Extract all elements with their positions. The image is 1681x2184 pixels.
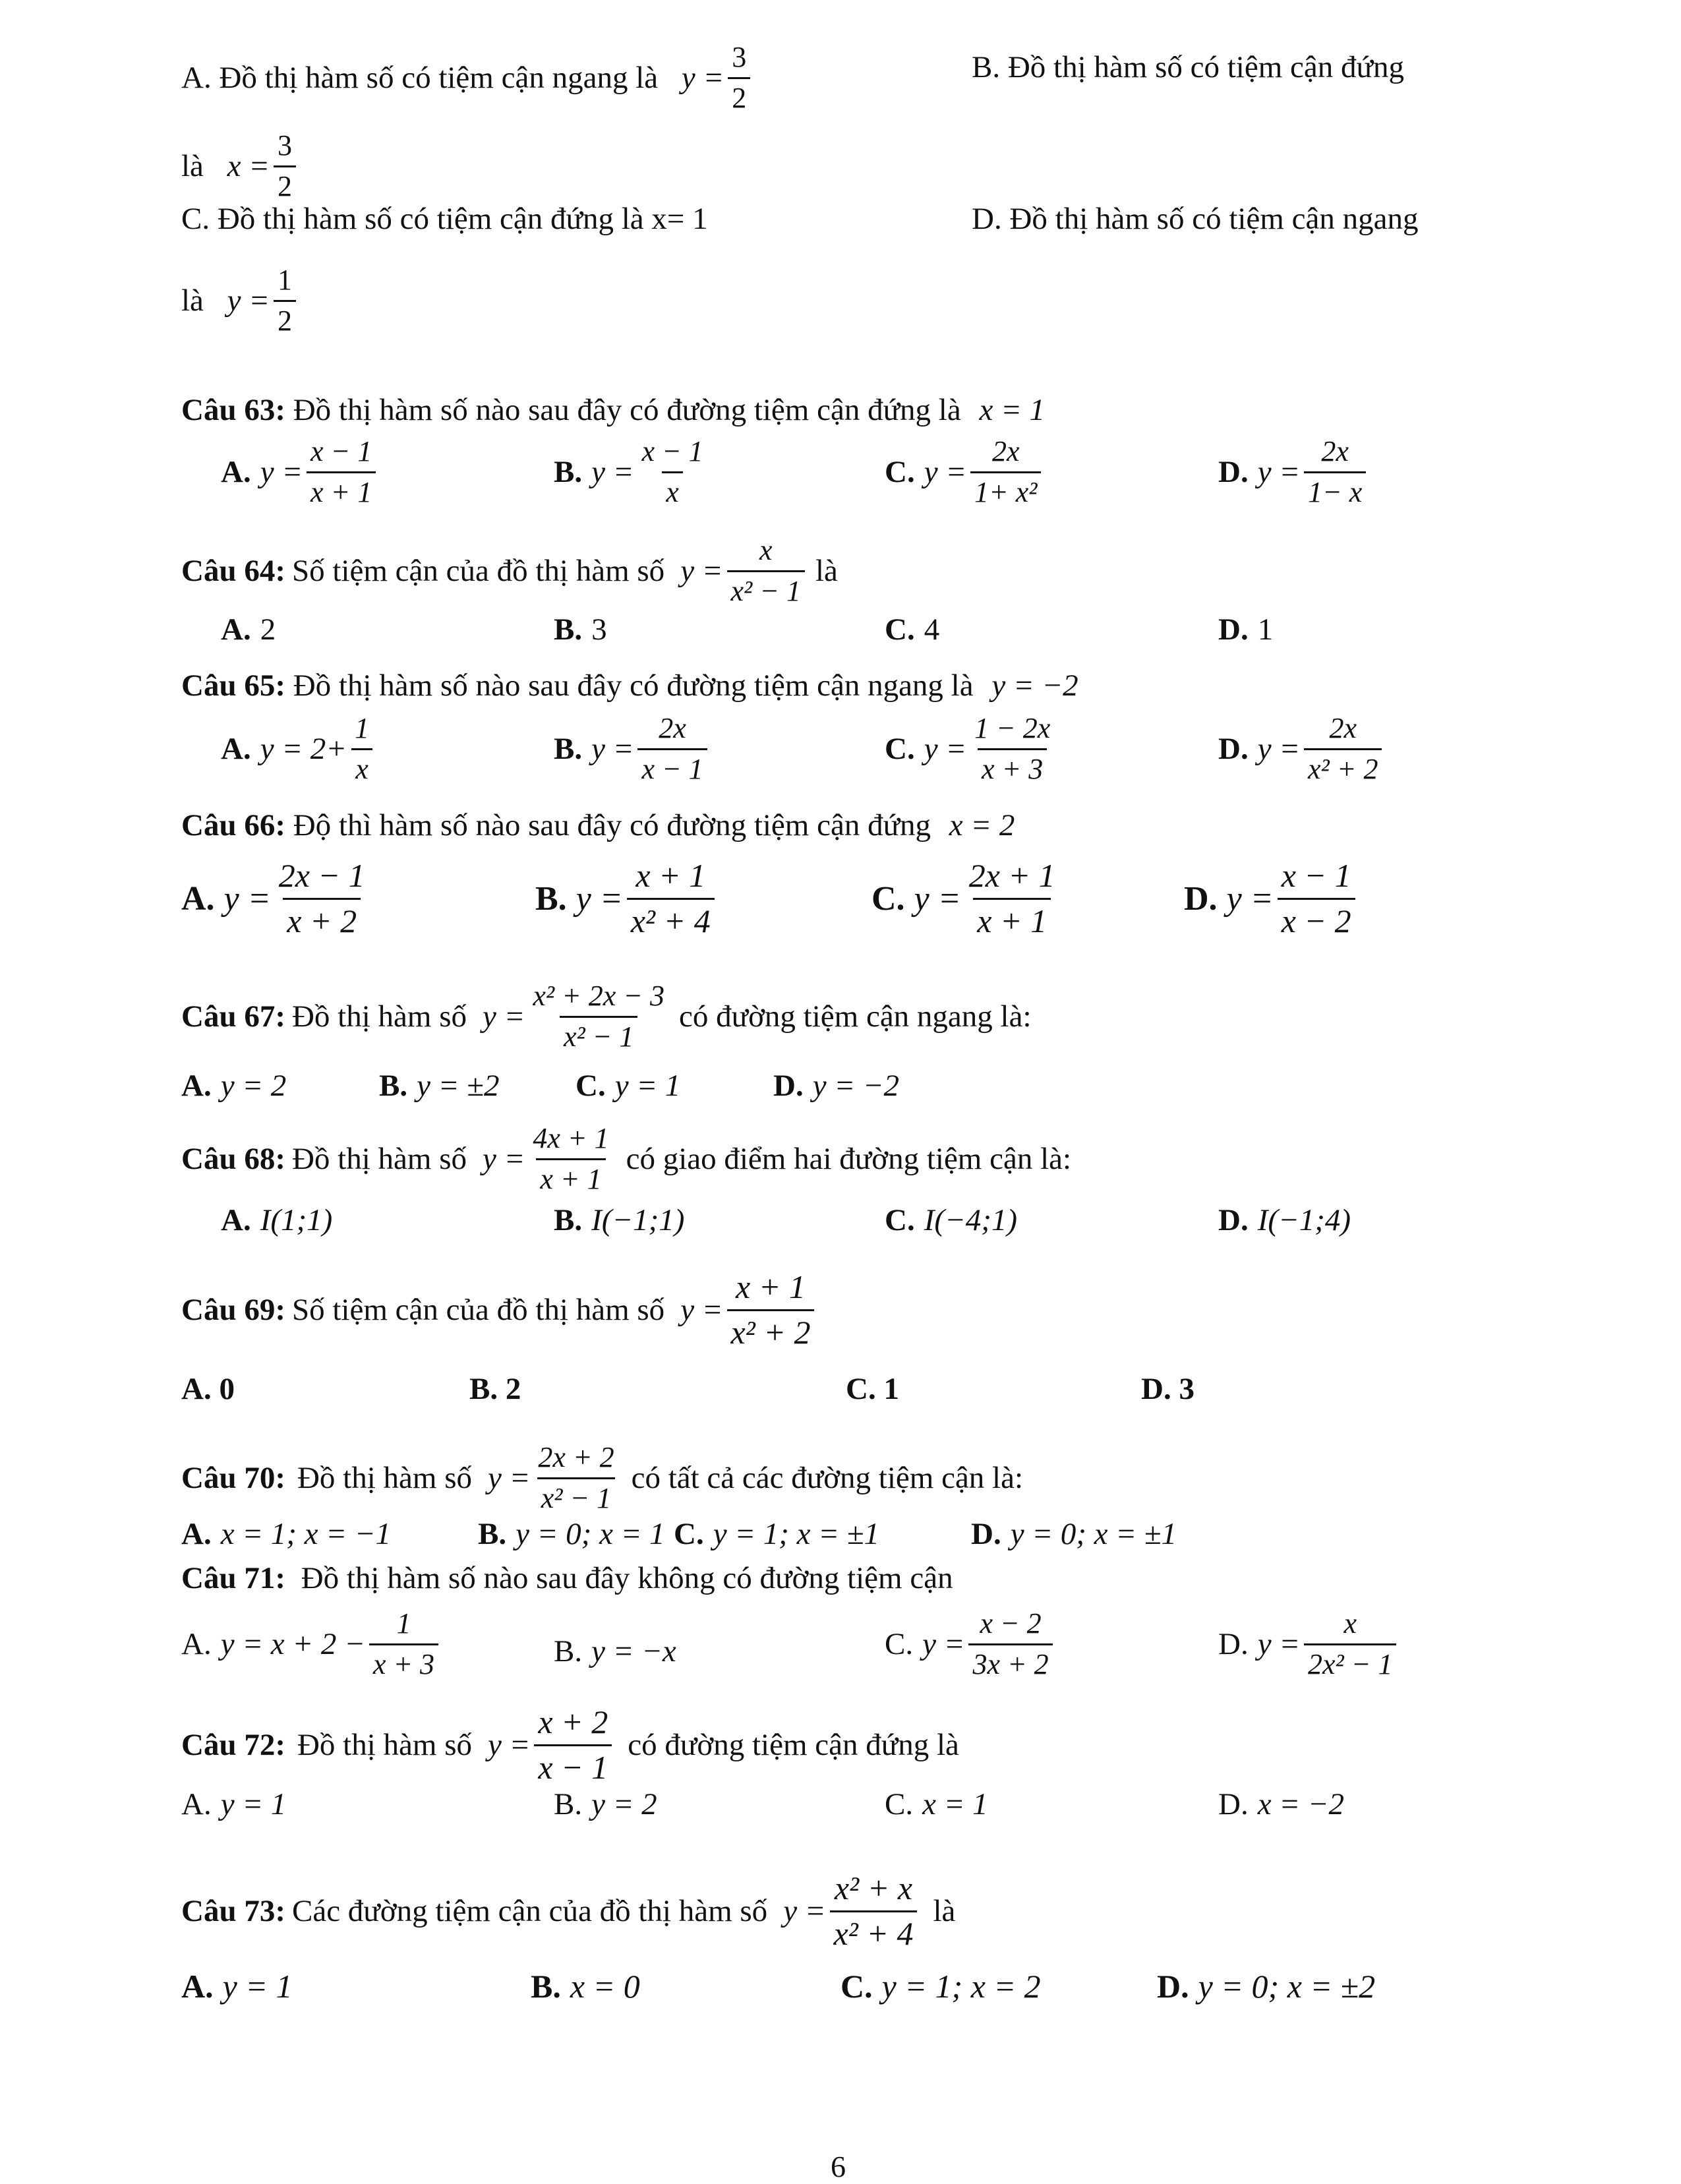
q65-option-b (554, 712, 711, 786)
option-label: D. (1184, 879, 1218, 918)
q63-option-d (1218, 435, 1370, 509)
question-label: Câu 69: (181, 1293, 285, 1327)
q69-option-c: C. 1 (846, 1372, 899, 1406)
prev-a-den: 2 (728, 77, 750, 115)
option-label: B. (379, 1069, 408, 1103)
q65-option-c (885, 712, 1058, 786)
prev-option-c: C. Đồ thị hàm số có tiệm cận đứng là x= 1 (181, 202, 708, 236)
option-label: D. (1218, 455, 1249, 490)
prev-option-a (181, 41, 754, 115)
question-71 (181, 1558, 953, 1598)
option-label: C. (885, 1627, 914, 1662)
option-den: x² + 2 (1304, 748, 1382, 786)
option-lhs: y = (260, 455, 303, 490)
option-num: x (1343, 1607, 1357, 1639)
option-label: B. (554, 1203, 583, 1237)
prev-option-a-lhs: y = (681, 61, 724, 96)
option-label: B. (531, 1968, 561, 2005)
q69-option-b: B. 2 (469, 1372, 521, 1406)
question-lhs: y = (483, 999, 525, 1034)
question-den: x + 1 (536, 1158, 605, 1196)
q73-option-b (531, 1967, 640, 2005)
q64-option-d (1218, 612, 1273, 647)
option-value: y = 1; x = ±1 (713, 1517, 880, 1551)
option-label: D. (1218, 612, 1249, 647)
q71-option-d (1218, 1607, 1400, 1681)
option-den: 1− x (1304, 471, 1366, 510)
q66-option-d (1184, 857, 1359, 940)
q68-option-b (554, 1202, 684, 1238)
option-den: x + 3 (978, 748, 1047, 786)
prev-d-num: 1 (278, 264, 292, 296)
option-value: I(−4;1) (924, 1203, 1018, 1237)
option-label: A. (221, 612, 251, 647)
option-label: C. (885, 1787, 914, 1821)
question-68 (181, 1122, 1071, 1196)
option-value: y = 1 (220, 1787, 287, 1821)
question-65 (181, 666, 1078, 705)
option-value: y = 0; x = 1 (516, 1517, 665, 1551)
option-value: y = 1; x = 2 (881, 1968, 1041, 2005)
option-num: 2x + 1 (968, 857, 1055, 894)
option-value: y = ±2 (417, 1069, 500, 1103)
question-condition: x = 2 (949, 808, 1015, 842)
option-label: B. (478, 1517, 507, 1551)
option-num: 2x − 1 (278, 857, 365, 894)
q68-option-a (221, 1202, 332, 1238)
option-label: A. (181, 1627, 212, 1662)
option-value: x = 0 (570, 1968, 640, 2005)
question-64 (181, 534, 838, 608)
question-num: x + 1 (736, 1268, 806, 1305)
question-text: Các đường tiệm cận của đồ thị hàm số (291, 1894, 768, 1928)
option-label: B. (554, 1787, 583, 1821)
question-tail: là (815, 554, 838, 589)
question-lhs: y = (483, 1142, 525, 1177)
question-lhs: y = (783, 1894, 826, 1928)
option-den: x + 3 (369, 1643, 438, 1682)
q64-option-b (554, 612, 607, 647)
question-text: Đồ thị hàm số nào sau đây có đường tiệm cận ngang là (293, 668, 974, 703)
option-label: C. (840, 1968, 873, 2005)
q73-option-d (1157, 1967, 1375, 2005)
question-72 (181, 1703, 959, 1786)
prev-a-num: 3 (732, 41, 747, 73)
question-lhs: y = (488, 1728, 531, 1762)
option-label: A. (181, 1517, 212, 1551)
prev-option-d: D. Đồ thị hàm số có tiệm cận ngang (972, 202, 1419, 236)
question-text: Đồ thị hàm số (291, 1142, 467, 1177)
question-63 (181, 390, 1045, 430)
question-lhs: y = (488, 1461, 531, 1496)
q70-option-d (971, 1516, 1177, 1552)
option-lhs: y = (1257, 732, 1301, 767)
question-73 (181, 1870, 955, 1953)
option-lhs: y = (922, 1627, 965, 1662)
q63-option-a (221, 435, 380, 509)
q64-option-a (221, 612, 276, 647)
question-label: Câu 63: (181, 393, 285, 427)
q71-option-b (554, 1634, 676, 1669)
option-num: 2x (991, 435, 1020, 467)
question-den: x² − 1 (727, 570, 805, 608)
option-num: x − 2 (980, 1607, 1042, 1639)
option-num: 2x (1321, 435, 1349, 467)
option-value: y = −2 (812, 1069, 899, 1103)
option-den: x (351, 748, 372, 786)
option-den: x + 2 (283, 898, 361, 941)
question-den: x − 1 (534, 1744, 612, 1787)
option-label: D. (1218, 1203, 1249, 1237)
option-label: D. (971, 1517, 1001, 1551)
question-label: Câu 71: (181, 1561, 285, 1595)
option-label: C. (885, 612, 915, 647)
option-value: y = 0; x = ±2 (1198, 1968, 1376, 2005)
option-label: D. (1218, 732, 1249, 767)
option-value: 2 (260, 612, 276, 647)
question-label: Câu 67: (181, 999, 285, 1034)
question-tail: là (933, 1894, 956, 1928)
prev-d-la: là (181, 283, 204, 318)
q63-option-c (885, 435, 1045, 509)
q72-option-a (181, 1786, 286, 1822)
option-label: C. (885, 1203, 915, 1237)
option-num: x + 1 (635, 857, 706, 894)
question-den: x² + 4 (830, 1910, 918, 1953)
question-tail: có đường tiệm cận ngang là: (678, 999, 1032, 1034)
option-label: B. (535, 879, 567, 918)
q72-option-d (1218, 1786, 1344, 1822)
q65-option-d (1218, 712, 1386, 786)
option-label: C. (674, 1517, 704, 1551)
q70-option-c (674, 1516, 879, 1552)
q67-option-c (575, 1068, 680, 1104)
q71-option-c (885, 1607, 1057, 1681)
option-num: x − 1 (310, 435, 372, 467)
prev-b-num: 3 (278, 129, 292, 162)
question-num: x² + x (834, 1870, 913, 1906)
option-lhs: y = (924, 455, 967, 490)
prev-option-a-text: A. Đồ thị hàm số có tiệm cận ngang là (181, 61, 659, 96)
q70-option-b (478, 1516, 665, 1552)
option-lhs: y = (924, 732, 967, 767)
prev-d-lhs: y = (227, 283, 270, 318)
option-num: 2x (1329, 712, 1357, 744)
option-den: 2x² − 1 (1304, 1643, 1396, 1682)
question-text: Độ thì hàm số nào sau đây có đường tiệm cận đứng (293, 808, 931, 842)
option-lhs: y = (591, 732, 634, 767)
option-value: x = 1 (922, 1787, 988, 1821)
option-label: C. (575, 1069, 606, 1103)
option-num: 2x (659, 712, 686, 744)
question-label: Câu 72: (181, 1728, 285, 1762)
question-num: x + 2 (538, 1703, 608, 1740)
option-value: y = 1 (614, 1069, 681, 1103)
question-label: Câu 64: (181, 554, 285, 589)
q69-option-d: D. 3 (1141, 1372, 1194, 1406)
q72-option-c (885, 1786, 988, 1822)
option-label: B. (554, 1634, 583, 1668)
question-den: x² + 2 (727, 1309, 815, 1352)
question-num: 4x + 1 (533, 1122, 609, 1154)
option-label: B. (554, 455, 583, 490)
option-value: y = 2 (220, 1069, 287, 1103)
question-lhs: y = (680, 554, 723, 589)
option-den: x + 1 (307, 471, 376, 510)
question-label: Câu 68: (181, 1142, 285, 1177)
prev-option-b-cont (181, 129, 300, 203)
q67-option-d (773, 1068, 899, 1104)
question-text: Đồ thị hàm số (297, 1728, 473, 1762)
option-value: 3 (591, 612, 607, 647)
q66-option-b (535, 857, 719, 940)
prev-option-b: B. Đồ thị hàm số có tiệm cận đứng (972, 50, 1404, 84)
option-den: x² + 4 (627, 898, 715, 941)
option-label: D. (1218, 1627, 1249, 1662)
question-den: x² − 1 (560, 1016, 637, 1054)
q69-option-a: A. 0 (181, 1372, 235, 1406)
option-value: I(−1;1) (591, 1203, 685, 1237)
question-label: Câu 70: (181, 1461, 285, 1496)
question-condition: y = −2 (991, 668, 1078, 703)
option-lhs: y = (575, 879, 623, 918)
page-number: 6 (831, 2150, 846, 2183)
q73-option-c (840, 1967, 1041, 2005)
option-num: 1 (396, 1607, 411, 1639)
question-tail: có giao điểm hai đường tiệm cận là: (626, 1142, 1072, 1177)
option-label: D. (773, 1069, 804, 1103)
option-den: x (662, 471, 683, 510)
question-den: x² − 1 (537, 1477, 615, 1516)
option-label: D. (1218, 1787, 1249, 1821)
option-label: A. (181, 879, 215, 918)
option-value: y = −x (591, 1634, 676, 1668)
q71-option-a (181, 1607, 442, 1681)
q73-option-a (181, 1967, 293, 2005)
option-value: I(−1;4) (1257, 1203, 1351, 1237)
q67-option-a (181, 1068, 286, 1104)
question-tail: có đường tiệm cận đứng là (628, 1728, 959, 1762)
question-tail: có tất cả các đường tiệm cận là: (631, 1461, 1024, 1496)
q72-option-b (554, 1786, 657, 1822)
q64-option-c (885, 612, 939, 647)
question-text: Đồ thị hàm số nào sau đây có đường tiệm cận đứng là (293, 393, 961, 427)
question-num: x² + 2x − 3 (533, 980, 664, 1012)
option-label: C. (885, 455, 915, 490)
question-text: Số tiệm cận của đồ thị hàm số (291, 1293, 665, 1327)
option-lhs: y = (1257, 455, 1301, 490)
option-den: 1+ x² (970, 471, 1041, 510)
question-lhs: y = (680, 1293, 723, 1327)
q63-option-b (554, 435, 711, 509)
option-label: A. (181, 1968, 214, 2005)
question-69 (181, 1268, 818, 1351)
option-num: x − 1 (1281, 857, 1351, 894)
question-text: Số tiệm cận của đồ thị hàm số (291, 554, 665, 589)
question-label: Câu 65: (181, 668, 285, 703)
option-lhs: y = (914, 879, 961, 918)
option-den: x − 1 (637, 748, 707, 786)
question-text: Đồ thị hàm số nào sau đây không có đường tiệm cận (301, 1561, 953, 1595)
option-value: x = 1; x = −1 (220, 1517, 391, 1551)
question-text: Đồ thị hàm số (297, 1461, 473, 1496)
question-66 (181, 806, 1015, 845)
option-lhs: y = (1257, 1627, 1301, 1662)
q68-option-d (1218, 1202, 1351, 1238)
option-label: C. (885, 732, 915, 767)
option-value: 4 (924, 612, 940, 647)
option-label: A. (181, 1069, 212, 1103)
question-condition: x = 1 (979, 393, 1046, 427)
option-label: B. (554, 732, 583, 767)
option-den: 3x + 2 (968, 1643, 1052, 1682)
prev-option-d-cont (181, 264, 300, 338)
option-value: I(1;1) (260, 1203, 333, 1237)
option-lhs: y = (1226, 879, 1274, 918)
question-70 (181, 1441, 1023, 1515)
option-label: A. (221, 732, 251, 767)
option-value: 1 (1257, 612, 1274, 647)
question-num: x (759, 534, 773, 566)
option-value: x = −2 (1257, 1787, 1344, 1821)
q68-option-c (885, 1202, 1017, 1238)
question-label: Câu 73: (181, 1894, 285, 1928)
question-label: Câu 66: (181, 808, 285, 842)
prev-b-lhs: x = (227, 149, 270, 184)
option-lhs: y = (591, 455, 634, 490)
question-num: 2x + 2 (538, 1441, 614, 1473)
option-value: y = 1 (222, 1968, 293, 2005)
option-num: x − 1 (641, 435, 703, 467)
option-value: y = 0; x = ±1 (1010, 1517, 1177, 1551)
question-67 (181, 980, 1032, 1053)
q65-option-a (221, 712, 377, 786)
option-den: x − 2 (1278, 898, 1355, 941)
q66-option-a (181, 857, 373, 940)
option-label: C. (871, 879, 905, 918)
prev-b-la: là (181, 149, 204, 184)
question-text: Đồ thị hàm số (291, 999, 467, 1034)
option-num: 1 (355, 712, 369, 744)
prev-d-den: 2 (274, 300, 296, 338)
option-label: B. (554, 612, 583, 647)
prev-b-den: 2 (274, 165, 296, 204)
option-den: x + 1 (973, 898, 1051, 941)
q70-option-a (181, 1516, 391, 1552)
option-prefix: y = x + 2 − (220, 1627, 365, 1662)
q67-option-b (379, 1068, 499, 1104)
q66-option-c (871, 857, 1063, 940)
option-label: A. (221, 1203, 251, 1237)
option-label: A. (221, 455, 251, 490)
option-num: 1 − 2x (974, 712, 1051, 744)
option-label: A. (181, 1787, 212, 1821)
option-prefix: y = 2+ (260, 732, 347, 767)
option-lhs: y = (223, 879, 271, 918)
option-label: D. (1157, 1968, 1189, 2005)
option-value: y = 2 (591, 1787, 657, 1821)
